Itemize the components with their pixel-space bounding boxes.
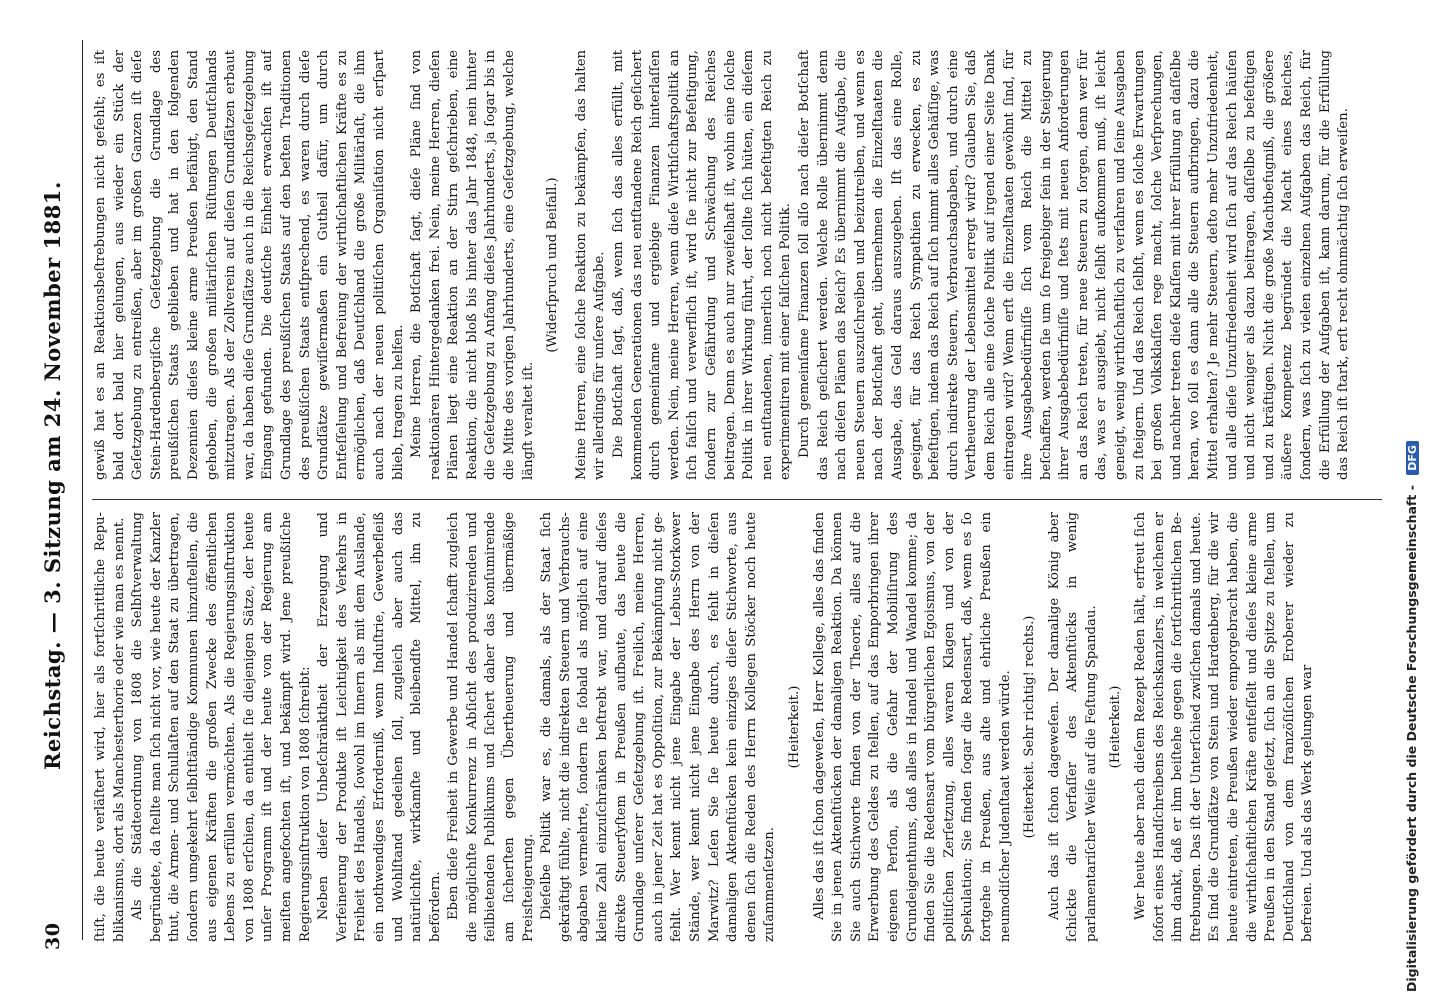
right-text-column [92, 50, 1382, 480]
header-rule [82, 40, 83, 940]
page-number: 30 [42, 922, 64, 950]
dfg-logo: DFG [1406, 441, 1419, 475]
left-column-paragraph: Als die Städteordnung von 1808 die Selbſtverwaltung begründete, da ſtellte man ſich nicht vor, wie heute der Kanzler thut, die Armen- und Schullaſten auf den Staat zu übertragen, ſondern umgekehrt ſelbſtſtändige Kommunen hinzuſtellen, die aus eigenen Kräften die großen Zwecke des öffentlichen Lebens zu erfüllen vermöchten. Als die Regierungsinſtruktion von 1808 erſchien, da enthielt ſie diejenigen Sätze, der heute unſer Programm iſt und der heute von der Regierung am meiſten angefochten iſt, und bekämpft wird. Jene preußiſche Regierungsinſtruktion von 1808 ſchreibt: [130, 512, 313, 942]
column-divider [92, 499, 1382, 500]
left-column-stage-direction: (Heiterkeit.) [786, 685, 802, 769]
left-column-paragraph: ſtiſt, die heute verläſtert wird, hier als fortſchrittliche Republikanismus, dort als Manchesterthorie oder wie man es nennt. [93, 512, 127, 942]
left-column-paragraph: Eben dieſe Freiheit in Gewerbe und Handel ſchafft zugleich die möglichſte Konkurrenz in Abſicht des produzirenden und feilbietenden Publikums und ſichert daher das konſumirende am ſicherſten gegen Übertheuerung und übermäßige Preisſteigerung. [446, 512, 536, 942]
right-column-paragraph: Durch gemeinſame Finanzen ſoll alſo nach dieſer Botſchaft das Reich geſichert werden. Welche Rolle übernimmt denn nach dieſen Plänen das Reich? Es übernimmt die Aufgabe, die neuen Steuern auszuſchreiben und beizutreiben, und wenn es nach der Botſchaft geht, übernehmen die Einzelſtaaten die Ausgabe, das Geld daraus auszugeben. Iſt das eine Rolle, geeignet, für das Reich Sympathien zu erwecken, es zu befeſtigen, indem das Reich auf ſich nimmt alles Gehäſſige, was durch indirekte Steuern, Verbrauchsabgaben, und durch eine Vertheuerung der Lebensmittel erregt wird? Glauben Sie, daß dem Reich alle eine ſolche Politik auf irgend einer Seite Dank eintragen wird? Wenn erſt die Einzelſtaaten gewöhnt ſind, für ihre Ausgabebedürfniſſe ſich vom Reich die Mittel zu beſchaffen, werden ſie um ſo freigebiger ſein in der Steigerung ihrer Ausgabebedürfniſſe und ſtets mit neuen Anforderungen an das Reich treten, für neue Steuern zu ſorgen, denn wer für das, was er ausgiebt, nicht ſelbſt aufkommen muß, iſt leicht geneigt, wenig wirthſchaftlich zu verfahren und ſeine Ausgaben zu ſteigern. Und das Reich ſelbſt, wenn es ſolche Erwartungen bei großen Volksklaſſen rege macht, ſolche Verſprechungen, und nachher treten dieſe Klaſſen mit ihrer Erfüllung an daſſelbe heran, wo ſoll es dann alle die Steuern aufbringen, dazu die Mittel erhalten? Je mehr Steuern, deſto mehr Unzufriedenheit, und alle dieſe Unzufriedenheit wird ſich auf das Reich häufen und nicht weniger als dazu beitragen, daſſelbe zu befeſtigen und zu kräftigen. Nicht die große Machtbefugniß, die größere äußere Kompetenz begründet die Macht eines Reiches, ſondern, was ſich zu vielen einzelnen Aufgaben das Reich, für die Erfüllung der Aufgaben iſt, kann darum, für die Erfüllung das Reich iſt ſtark, erſt recht ohnmächtig ſich erweiſen. [796, 50, 1352, 480]
left-text-column [92, 512, 1382, 942]
running-title: Reichstag. — 3. Sitzung am 24. November 1881. [40, 181, 65, 770]
left-column-paragraph: Neben dieſer Unbeſchränktheit der Erzeugung und Verfeinerung der Produkte iſt Leichtigkeit des Verkehrs in Freiheit des Handels, ſowohl im Innern als mit dem Auslande, ein nothwendiges Erforderniß, wenn Induſtrie, Gewerbefleiß und Wohlſtand gedeihen ſoll, zugleich aber auch das natürlichſte, wirkſamſte und bleibendſte Mittel, ihn zu befördern. [316, 512, 443, 942]
credit-text: Digitalisierung gefördert durch die Deutsche Forschungsgemeinschaft - [1404, 485, 1419, 992]
left-column-paragraph: Auch das iſt ſchon dageweſen. Der damalige König aber ſchickte die Verfaſſer des Aktenſtücks in wenig parlamentariſcher Weiſe auf die Feſtung Spandau. [1046, 512, 1099, 942]
page-header [34, 30, 76, 950]
right-column-stage-direction: (Widerſpruch und Beifall.) [545, 177, 561, 353]
right-column-paragraph: gewiß hat es an Reaktionsbeſtrebungen nicht gefehlt; es iſt bald dort bald hier gelungen, aus wieder ein Stück der Geſetzgebung zu entreißen, aber im großen Ganzen iſt dieſe Stein-Hardenbergiſche Geſetzgebung die Grundlage des preußiſchen Staats geblieben und hat in den folgenden Dezennien dieſes kleine arme Preußen befähigt, den Stand gehoben, die großen militäriſchen Rüſtungen Deutſchlands mitzutragen. Als der Zollverein auf dieſen Grundſätzen erbaut war, da haben dieſe Grundſätze auch in die Reichsgeſetzgebung Eingang gefunden. Die deutſche Einheit erwachſen iſt auf Grundlage des preußiſchen Staats auf den beſten Traditionen des preußiſchen Staats entſprechend, es waren durch dieſe Grundſätze gewiſſermaßen ein Gutheil dafür, um durch Entfeſſelung und Befreiung der wirthſchaftlichen Kräfte es zu ermöglichen, daß Deutſchland die große Militärlaſt, die ihm auch nach der neuen politiſchen Organiſation nicht erſpart blieb, tragen zu helfen. [93, 50, 406, 480]
left-column-paragraph: Wer heute aber nach dieſem Rezept Reden hält, erfreut ſich ſofort eines Handſchreibens des Reichskanzlers, in welchem er ihm dankt, daß er ihm beiſtehe gegen die fortſchrittlichen Beſtrebungen. Das iſt der Unterſchied zwiſchen damals und heute. Es ſind die Grundſätze von Stein und Hardenberg, für die wir heute eintreten, die Preußen wieder emporgebracht haben, die die wirthſchaftlichen Kräfte entfeſſelt und dieſes kleine arme Preußen in den Stand geſetzt, ſich an die Spitze zu ſtellen, um Deutſchland von dem franzöſiſchen Eroberer wieder zu befreien. Und als das Werk gelungen war [1133, 512, 1316, 942]
right-column-paragraph: Meine Herren, eine ſolche Reaktion zu bekämpfen, das halten wir allerdings für unſere Aufgabe. [573, 50, 608, 480]
left-column-stage-direction: (Heiterkeit.) [1108, 685, 1124, 769]
left-column-paragraph: Alles das iſt ſchon dageweſen, Herr Kollege, alles das finden Sie in jenen Aktenſtücken der damaligen Reaktion. Da können Sie auch Stichworte finden von der Theorie, alles auf die Erwerbung des Geldes zu ſtellen, auf das Emporbringen ihrer eigenen Perſon, als die Gefahr der Mobiliſirung des Grundeigenthums, daß alles in Handel und Wandel komme; da finden Sie die Redensart vom bürgerlichen Egoismus, von der politiſchen Zerſetzung, alles waren Klagen und von der Spekulation; Sie finden ſogar die Redensart, daß, wenn es ſo fortgehe in Preußen, aus alte und ehrliche Preußen ein neumodiſcher Judenſtaat werden würde. [811, 512, 1013, 942]
right-column-paragraph: Meine Herren, die Botſchaft ſagt, dieſe Pläne ſind von reaktionären Hintergedanken frei. Nein, meine Herren, dieſen Plänen liegt eine Reaktion an der Stirn geſchrieben, eine Reaktion, die nicht bloß bis hinter das Jahr 1848, nein hinter die Geſetzgebung zu Anfang dieſes Jahrhunderts, ja ſogar bis in die Mitte des vorigen Jahrhunderts, eine Geſetzgebung, welche längſt veraltet iſt. [409, 50, 536, 480]
right-column-paragraph: Die Botſchaft ſagt, daß, wenn ſich das alles erfüllt, mit kommenden Generationen das neu entſtandene Reich geſichert durch gemeinſame und ergiebige Finanzen hinterlaſſen werden. Nein, meine Herren, wenn dieſe Wirthſchaftspolitik an ſich falſch und verwerflich iſt, wird ſie nicht zur Befeſtigung, ſondern zur Gefährdung und Schwächung des Reiches beitragen. Denn es auch nur zweifelhaft iſt, wohin eine ſolche Politik in ihrer Wirkung führt, der ſollte ſich hüten, ein dieſem neu entſtandenen, innerlich noch nicht befeſtigten Reich zu experimentiren mit einer falſchen Politik. [611, 50, 794, 480]
digitization-credit [1404, 8, 1424, 992]
left-column-paragraph: Dieſelbe Politik war es, die damals, als der Staat ſich gekräftigt fühlte, nicht die indirekten Steuern und Verbrauchsabgaben vermehrte, ſondern ſie ſobald als möglich auf eine kleine Zahl einzuſchränken beſtrebt war, und darauf dieſes direkte Steuerſyſtem in Preußen aufbaute, das heute die Grundlage unſerer Geſetzgebung iſt. Freilich, meine Herren, auch in jener Zeit hat es Oppoſition, zur Bekämpfung nicht gefehlt. Wer kennt nicht jene Eingabe der Lebus-Storkower Stände, wer kennt nicht jene Eingabe des Herrn von der Marwitz? Leſen Sie ſie heute durch, es fehlt in dieſen damaligen Aktenſtücken kein einziges dieſer Stichworte, aus denen ſich die Reden des Herrn Kollegen Stöcker noch heute zuſammenſetzen. [539, 512, 778, 942]
left-column-stage-direction: (Heiterkeit. Sehr richtig! rechts.) [1022, 615, 1038, 839]
